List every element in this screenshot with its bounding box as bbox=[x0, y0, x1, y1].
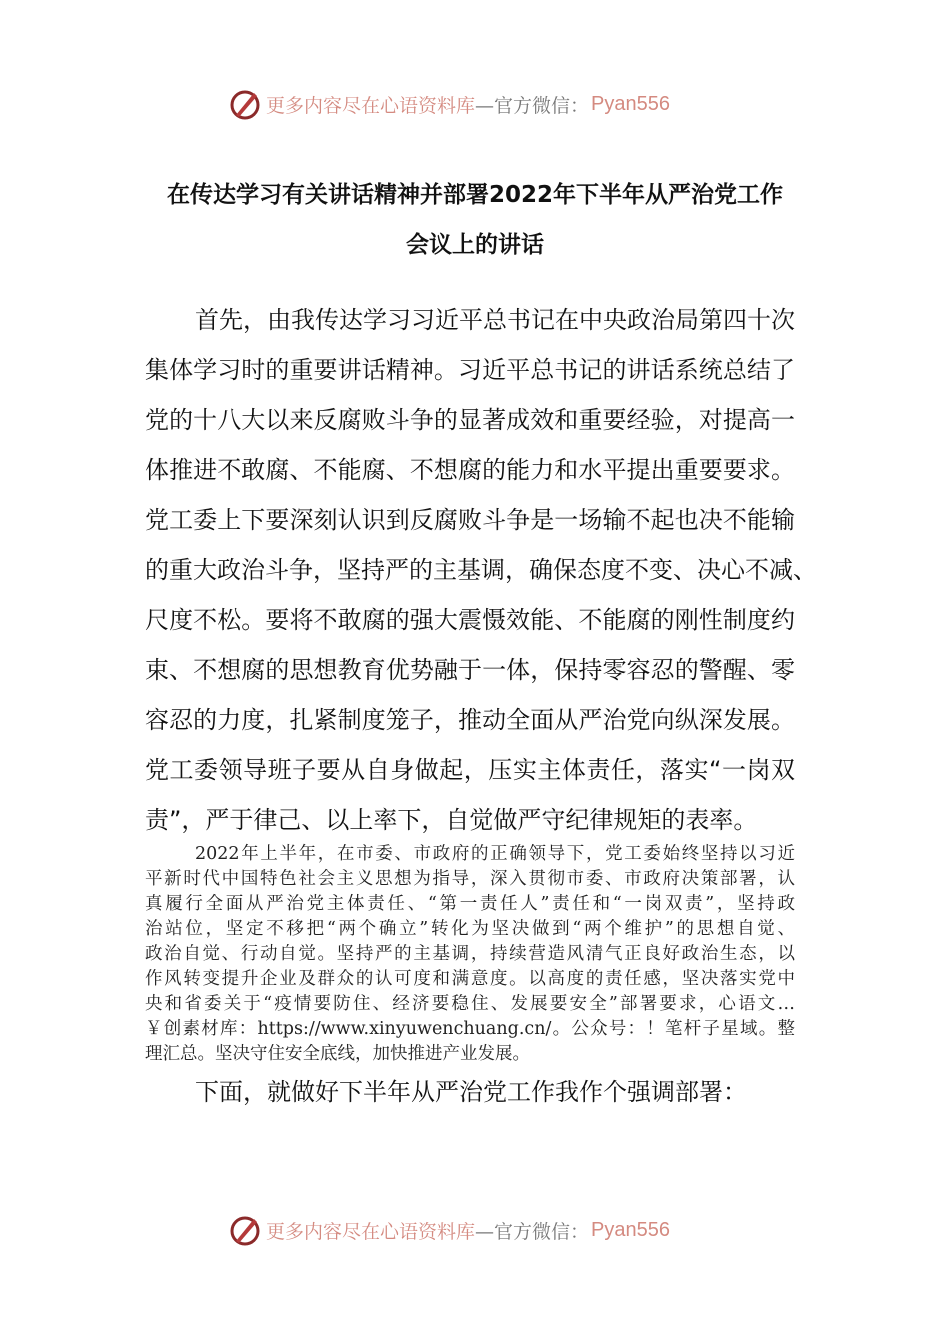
text-line: 体推进不敢腐、不能腐、不想腐的能力和水平提出重要要求。 bbox=[145, 456, 795, 484]
paragraph-1 bbox=[145, 295, 817, 845]
pen-logo-icon bbox=[228, 87, 262, 121]
text-line: 容忍的力度，扎紧制度笼子，推动全面从严治党向纵深发展。 bbox=[145, 706, 795, 734]
text-line: 下面，就做好下半年从严治党工作我作个强调部署： bbox=[195, 1078, 747, 1106]
text-line: 党工委领导班子要从自身做起，压实主体责任，落实“一岗双 bbox=[145, 756, 795, 784]
pen-logo-icon bbox=[228, 1213, 262, 1247]
text-line: 党的十八大以来反腐败斗争的显著成效和重要经验，对提高一 bbox=[145, 406, 795, 434]
watermark-wechat-id: Pyan556 bbox=[591, 92, 670, 115]
watermark-wechat-label: —官方微信： bbox=[475, 94, 590, 117]
document-title-line2: 会议上的讲话 bbox=[406, 232, 544, 258]
watermark-text: 更多内容尽在心语资料库 bbox=[266, 1220, 476, 1243]
text-line: 理汇总。坚决守住安全底线，加快推进产业发展。 bbox=[145, 1044, 530, 1064]
text-line: 政治自觉、行动自觉。坚持严的主基调，持续营造风清气正良好政治生态，以 bbox=[145, 944, 795, 964]
watermark-wechat-id: Pyan556 bbox=[591, 1218, 670, 1241]
text-line: 平新时代中国特色社会主义思想为指导，深入贯彻市委、市政府决策部署，认 bbox=[145, 869, 795, 889]
text-line: 集体学习时的重要讲话精神。习近平总书记的讲话系统总结了 bbox=[145, 356, 795, 384]
text-line: 2022年上半年，在市委、市政府的正确领导下，党工委始终坚持以习近 bbox=[195, 844, 795, 864]
watermark-wechat-label: —官方微信： bbox=[475, 1220, 590, 1243]
text-line: ￥创素材库：https://www.xinyuwenchuang.cn/。公众号：！笔杆子星域。整 bbox=[145, 1019, 795, 1039]
document-title-line1: 在传达学习有关讲话精神并部署2022年下半年从严治党工作 bbox=[166, 182, 783, 208]
watermark-text: 更多内容尽在心语资料库 bbox=[266, 94, 476, 117]
watermark-header bbox=[228, 86, 670, 122]
paragraph-2 bbox=[145, 842, 795, 1067]
text-line: 治站位，坚定不移把“两个确立”转化为坚决做到“两个维护”的思想自觉、 bbox=[145, 919, 795, 939]
text-line: 责”，严于律己、以上率下，自觉做严守纪律规矩的表率。 bbox=[145, 806, 758, 834]
text-line: 真履行全面从严治党主体责任、“第一责任人”责任和“一岗双责”，坚持政 bbox=[145, 894, 795, 914]
watermark-footer bbox=[228, 1212, 670, 1248]
text-line: 央和省委关于“疫情要防住、经济要稳住、发展要安全”部署要求，心语文… bbox=[145, 994, 795, 1014]
text-line: 作风转变提升企业及群众的认可度和满意度。以高度的责任感，坚决落实党中 bbox=[145, 969, 795, 989]
paragraph-3 bbox=[145, 1067, 795, 1117]
text-line: 的重大政治斗争，坚持严的主基调，确保态度不变、决心不减、 bbox=[145, 556, 817, 584]
text-line: 尺度不松。要将不敢腐的强大震慑效能、不能腐的刚性制度约 bbox=[145, 606, 795, 634]
text-line: 首先，由我传达学习习近平总书记在中央政治局第四十次 bbox=[195, 306, 795, 334]
text-line: 束、不想腐的思想教育优势融于一体，保持零容忍的警醒、零 bbox=[145, 656, 795, 684]
text-line: 党工委上下要深刻认识到反腐败斗争是一场输不起也决不能输 bbox=[145, 506, 795, 534]
